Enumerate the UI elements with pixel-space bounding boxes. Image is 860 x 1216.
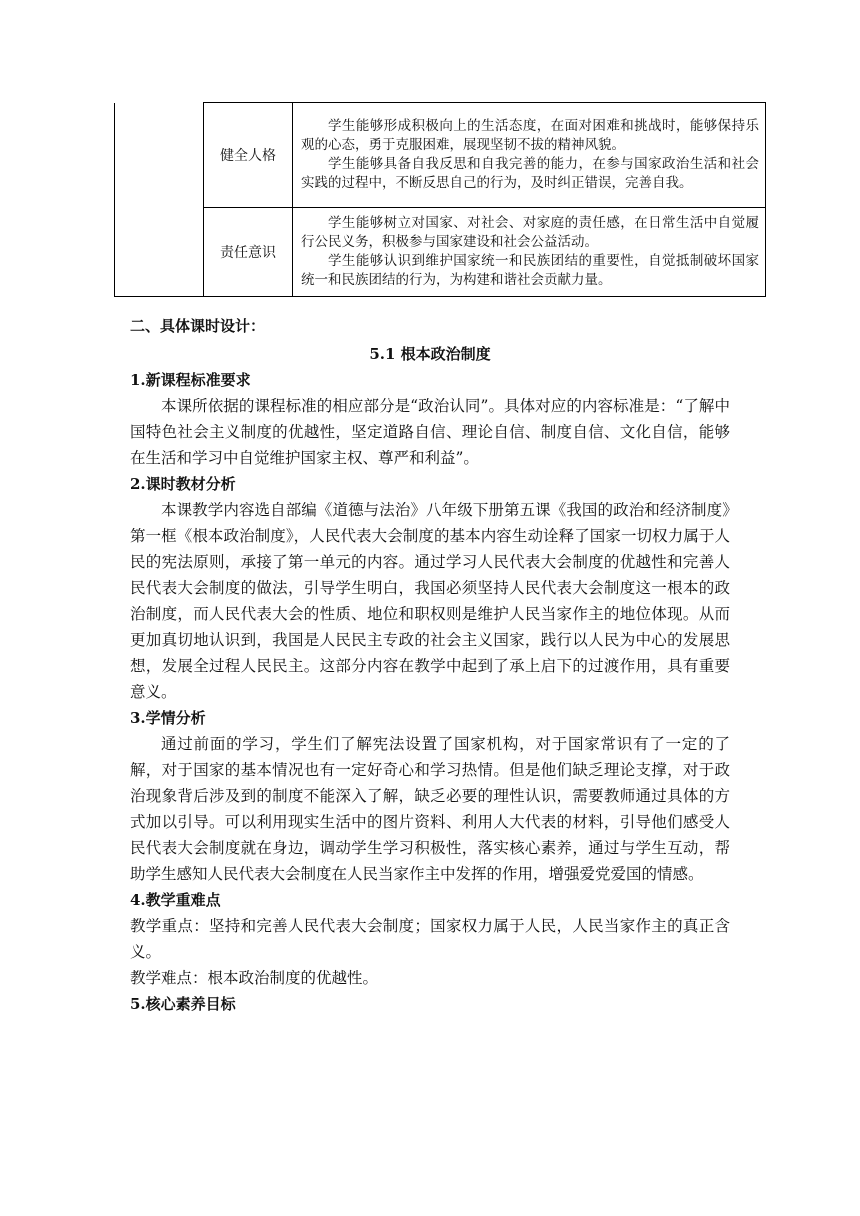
subsection-heading-5: 5.核心素养目标 (130, 995, 236, 1013)
subsection-heading-1: 1.新课程标准要求 (130, 371, 251, 389)
lesson-title: 5.1 根本政治制度 (369, 345, 491, 363)
table-row (115, 103, 766, 208)
subsection-heading-4: 4.教学重难点 (130, 891, 221, 909)
subsection-heading-3: 3.学情分析 (130, 709, 206, 727)
subsection-text-3: 通过前面的学习，学生们了解宪法设置了国家机构，对于国家常识有了一定的了解，对于国家的基本情况也有一定好奇心和学习热情。但是他们缺乏理论支撑，对于政治现象背后涉及到的制度不能深入了解，缺乏必要的理性认识，需要教师通过具体的方式加以引导。可以利用现实生活中的图片资料、利用人大代表的材料，引导他们感受人民代表大会制度就在身边，调动学生学习积极性，落实核心素养，通过与学生互动，帮助学生感知人民代表大会制度在人民当家作主中发挥的作用，增强爱党爱国的情感。 (130, 735, 730, 883)
table-paragraph: 学生能够认识到维护国家统一和民族团结的重要性，自觉抵制破坏国家统一和民族团结的行为，为构建和谐社会贡献力量。 (301, 253, 759, 288)
table-row (115, 208, 766, 297)
difficult-point-text: 教学难点：根本政治制度的优越性。 (130, 969, 379, 987)
subsection-text-2: 本课教学内容选自部编《道德与法治》八年级下册第五课《我国的政治和经济制度》第一框《根本政治制度》，人民代表大会制度的基本内容生动诠释了国家一切权力属于人民的宪法原则，承接了第一单元的内容。通过学习人民代表大会制度的优越性和完善人民代表大会制度的做法，引导学生明白，我国必须坚持人民代表大会制度这一根本的政治制度，而人民代表大会的性质、地位和职权则是维护人民当家作主的地位体现。从而更加真切地认识到，我国是人民民主专政的社会主义国家，践行以人民为中心的发展思想，发展全过程人民民主。这部分内容在教学中起到了承上启下的过渡作用，具有重要意义。 (130, 501, 730, 701)
section-heading: 二、具体课时设计： (130, 317, 266, 335)
subsection-heading-2: 2.课时教材分析 (130, 475, 236, 493)
table-paragraph: 学生能够树立对国家、对社会、对家庭的责任感，在日常生活中自觉履行公民义务，积极参与国家建设和社会公益活动。 (301, 215, 759, 250)
table-row-content (293, 208, 766, 297)
table-merged-cell (115, 103, 204, 297)
document-body (130, 313, 730, 1017)
table-paragraph: 学生能够具备自我反思和自我完善的能力，在参与国家政治生活和社会实践的过程中，不断反思自己的行为，及时纠正错误，完善自我。 (301, 156, 759, 191)
subsection-text-1: 本课所依据的课程标准的相应部分是“政治认同”。具体对应的内容标准是：“了解中国特色社会主义制度的优越性，坚定道路自信、理论自信、制度自信、文化自信，能够在生活和学习中自觉维护国家主权、尊严和利益”。 (130, 397, 730, 467)
table-row-label: 责任意识 (204, 208, 293, 297)
table-row-label: 健全人格 (204, 103, 293, 208)
key-point-text: 教学重点：坚持和完善人民代表大会制度；国家权力属于人民，人民当家作主的真正含义。 (130, 917, 730, 961)
table-paragraph: 学生能够形成积极向上的生活态度，在面对困难和挑战时，能够保持乐观的心态，勇于克服困难，展现坚韧不拔的精神风貌。 (301, 118, 759, 153)
competency-table (114, 102, 766, 297)
table-row-content (293, 103, 766, 208)
